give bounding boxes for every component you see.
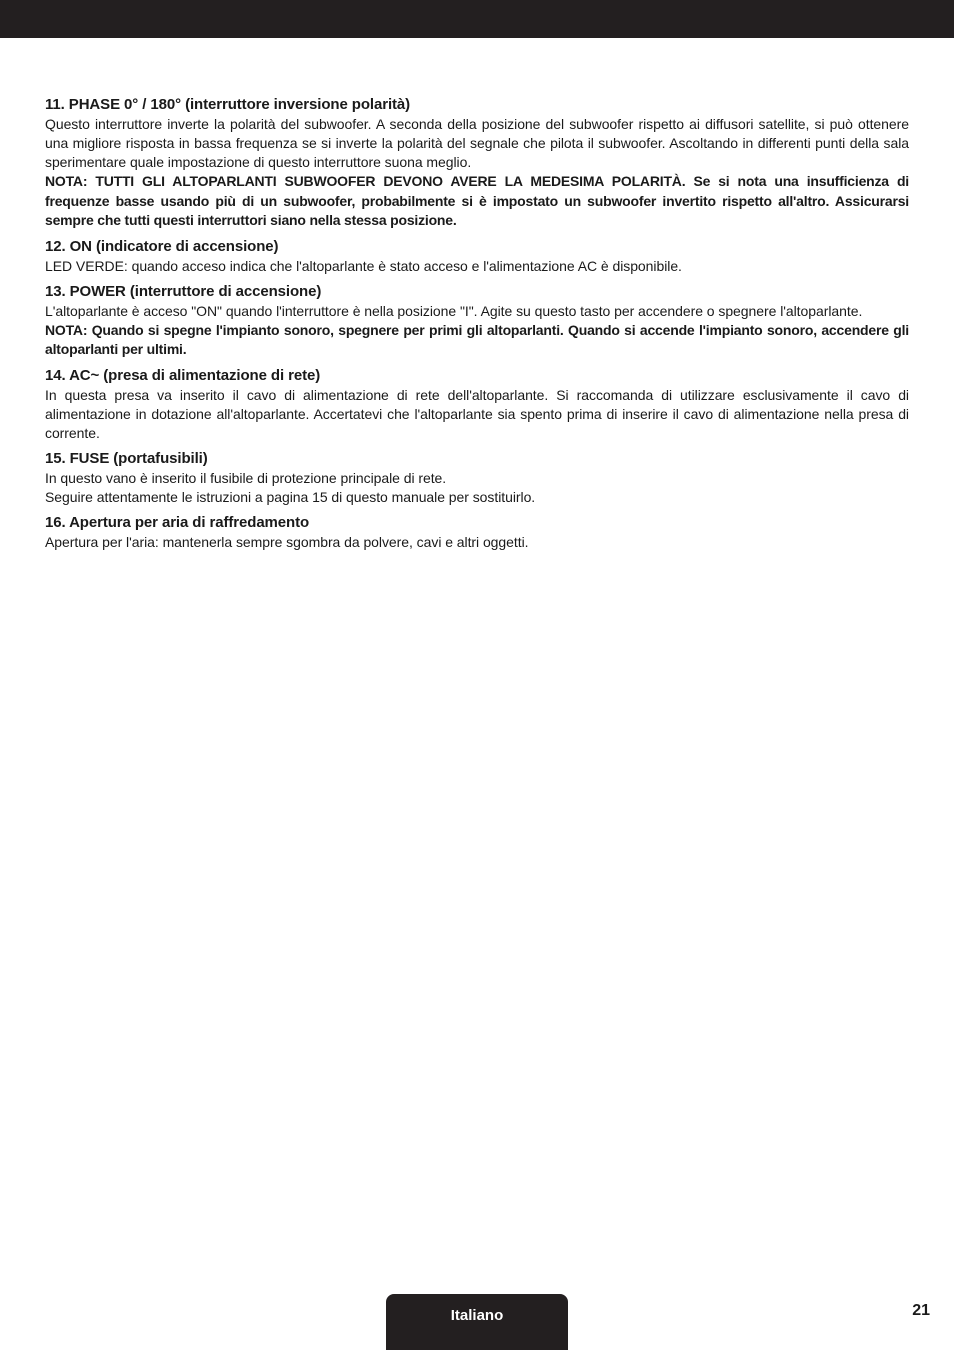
section-on-indicator [45, 237, 909, 276]
language-label: Italiano [450, 1307, 504, 1324]
section-note: NOTA: TUTTI GLI ALTOPARLANTI SUBWOOFER DEVONO AVERE LA MEDESIMA POLARITÀ. Se si nota una insufficienza di frequenze basse usando più di un subwoofer, probabilmente si è impostato un subwoofer invertito rispetto all'altro. Assicurarsi sempre che tutti questi interruttori siano nella stessa posizione. [45, 173, 909, 228]
section-body: Apertura per l'aria: mantenerla sempre sgombra da polvere, cavi e altri oggetti. [45, 533, 529, 550]
section-title: 12. ON (indicatore di accensione) [45, 237, 279, 255]
section-note: NOTA: Quando si spegne l'impianto sonoro, spegnere per primi gli altoparlanti. Quando si accende l'impianto sonoro, accendere gli altoparlanti per ultimi. [45, 321, 909, 357]
section-body: In questa presa va inserito il cavo di alimentazione di rete dell'altoparlante. Si raccomanda di utilizzare esclusivamente il cavo di alimentazione in dotazione all'altoparlante. Accertatevi che l'altoparlante sia spento prima di inserire il cavo di alimentazione nella presa di corrente. [45, 386, 909, 441]
section-title: 13. POWER (interruttore di accensione) [45, 282, 322, 300]
section-body: L'altoparlante è acceso "ON" quando l'interruttore è nella posizione "I". Agite su questo tasto per accendere o spegnere l'altoparlante. [45, 302, 863, 319]
language-tab [386, 1294, 568, 1350]
section-body-2: Seguire attentamente le istruzioni a pagina 15 di questo manuale per sostituirlo. [45, 488, 536, 505]
header-bar [0, 0, 954, 38]
section-body: Questo interruttore inverte la polarità del subwoofer. A seconda della posizione del subwoofer rispetto ai diffusori satellite, si può ottenere una migliore risposta in bassa frequenza se si inverte la polarità del segnale che pilota il subwoofer. Ascoltando in differenti punti della sala sperimentare quale impostazione di questo interruttore suona meglio. [45, 116, 909, 170]
section-power-switch [45, 282, 909, 360]
section-cooling-vent [45, 513, 909, 552]
page-number: 21 [912, 1302, 930, 1319]
section-fuse [45, 449, 909, 507]
section-body: LED VERDE: quando acceso indica che l'altoparlante è stato acceso e l'alimentazione AC è disponibile. [45, 257, 682, 274]
section-title: 14. AC~ (presa di alimentazione di rete) [45, 366, 321, 384]
section-ac-socket [45, 366, 909, 443]
section-body: In questo vano è inserito il fusibile di protezione principale di rete. [45, 469, 447, 486]
section-title: 11. PHASE 0° / 180° (interruttore inversione polarità) [45, 96, 411, 113]
section-phase [45, 95, 909, 231]
section-title: 15. FUSE (portafusibili) [45, 449, 208, 467]
manual-content [45, 95, 909, 558]
section-title: 16. Apertura per aria di raffredamento [45, 513, 310, 531]
